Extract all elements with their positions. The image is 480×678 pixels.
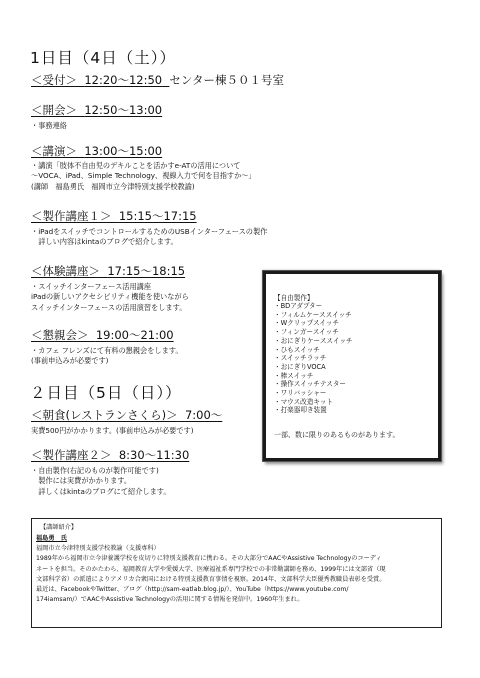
lecture-line: (講師 福島勇氏 福岡市立今津特別支援学校教諭) bbox=[31, 181, 195, 191]
list-item: ・おにぎりケーススイッチ bbox=[274, 336, 353, 345]
list-item: ・フィルムケーススイッチ bbox=[274, 310, 352, 319]
workshop2-line: 詳しくはkintaのブログにて紹介します。 bbox=[31, 486, 171, 496]
lecturer-bio-box bbox=[31, 518, 442, 628]
opening-line: ・事務連絡 bbox=[31, 121, 67, 130]
bio-line: 最近は、FacebookやTwitter、ブログ（http://sam-eatlab.blog.jp/）、YouTube（https://www.youtube.com/ bbox=[36, 586, 349, 594]
list-item: ・フィンガースイッチ bbox=[274, 328, 339, 337]
lecture-line: 〜VOCA、iPad、Simple Technology、視線入力で何を目指すか〜」 bbox=[31, 171, 256, 181]
lecture-details bbox=[31, 161, 256, 192]
reception-label: ＜受付＞ bbox=[31, 73, 77, 87]
list-item: ・BDアダプター bbox=[274, 302, 323, 310]
list-item: ・打楽器叩き装置 bbox=[274, 406, 327, 415]
lecture-time: 13:00〜15:00 bbox=[84, 144, 163, 158]
lecture-line: ・講演「肢体不自由児のデキルことを活かすe-ATの活用について bbox=[31, 161, 241, 170]
workshop2-details bbox=[31, 466, 171, 497]
social-line: (事前申込みが必要です) bbox=[31, 356, 109, 366]
day1-heading: 1日目（4日（土）） bbox=[30, 49, 176, 67]
bio-line: 1989年から福岡市立今津養護学校を皮切りに特別支援教育に携わる。その大部分でAACやAssistive Technologyのコーディ bbox=[36, 555, 382, 563]
opening-heading bbox=[31, 102, 162, 118]
workshop1-line: 詳しい内容はkintaのブログで紹介します。 bbox=[31, 237, 178, 247]
experience-label: ＜体験講座＞ bbox=[31, 264, 100, 278]
opening-label: ＜開会＞ bbox=[31, 103, 77, 117]
workshop1-heading bbox=[31, 208, 197, 224]
workshop2-heading bbox=[31, 447, 189, 463]
social-details bbox=[31, 346, 183, 367]
list-item: ・マウス改造キット bbox=[274, 397, 334, 406]
list-item: ・Wクリップスイッチ bbox=[274, 319, 340, 328]
list-item: ・おにぎりVOCA bbox=[274, 362, 326, 371]
workshop1-details bbox=[31, 227, 267, 248]
workshop1-label: ＜製作講座１＞ bbox=[31, 209, 112, 223]
workshop2-line: ・自由製作(右記のものが製作可能です) bbox=[31, 466, 159, 475]
workshop2-line: 製作には実費がかかります。 bbox=[31, 476, 132, 486]
workshop2-time: 8:30〜11:30 bbox=[118, 448, 190, 462]
free-production-list bbox=[274, 302, 353, 415]
breakfast-line: 実費500円がかかります。(事前申込みが必要です) bbox=[31, 426, 194, 435]
bio-line: ネートを担当。そのかたわら、福岡教育大学や愛媛大学、医療福祉系専門学校での非常勤講師を務め、1999年には文部省（現 bbox=[36, 565, 386, 573]
day2-heading: ２日目（5日（日）） bbox=[30, 384, 182, 402]
workshop2-label: ＜製作講座２＞ bbox=[31, 448, 112, 462]
reception-heading bbox=[31, 72, 284, 88]
social-heading bbox=[31, 327, 174, 343]
experience-line: ・スイッチインターフェース活用講座 bbox=[31, 282, 152, 291]
breakfast-label: ＜朝食(レストランさくら)＞ bbox=[31, 408, 178, 422]
workshop1-line: ・iPadをスイッチでコントロールするためのUSBインターフェースの製作 bbox=[31, 227, 268, 236]
list-item: ・ひもスイッチ bbox=[274, 345, 320, 354]
free-production-title: 【自由製作】 bbox=[274, 294, 314, 302]
free-production-note: 一部、数に限りのあるものがあります。 bbox=[274, 431, 400, 439]
lecture-label: ＜講演＞ bbox=[31, 144, 77, 158]
list-item: ・スイッチラッチ bbox=[274, 354, 327, 363]
opening-details bbox=[31, 121, 67, 131]
breakfast-time: 7:00〜 bbox=[184, 408, 223, 422]
experience-heading bbox=[31, 263, 185, 279]
free-production-box bbox=[263, 271, 441, 461]
list-item: ・操作スイッチテスター bbox=[274, 380, 347, 389]
reception-time: 12:20〜12:50 bbox=[84, 73, 163, 87]
social-line: ・カフェ フレンズにて有料の懇親会をします。 bbox=[31, 346, 183, 355]
experience-line: スイッチインターフェースの活用演習をします。 bbox=[31, 302, 187, 312]
bio-line: 福岡市立今津特別支援学校教諭（支援専科） bbox=[36, 545, 160, 552]
opening-time: 12:50〜13:00 bbox=[84, 103, 163, 117]
list-item: ・ワリバッシャー bbox=[274, 389, 327, 398]
lecture-heading bbox=[31, 143, 162, 159]
bio-name: 福島勇 氏 bbox=[36, 535, 67, 542]
experience-details bbox=[31, 282, 189, 313]
social-label: ＜懇親会＞ bbox=[31, 328, 89, 342]
bio-line: 174iamsam/）でAACやAssistive Technologyの活用に関する情報を発信中。1960年生まれ。 bbox=[36, 596, 304, 604]
bio-line: 文部科学省）の派遣によりアメリカ合衆国における特別支援教育事情を視察。2014年、文部科学大臣優秀教職員表彰を受賞。 bbox=[36, 575, 386, 583]
social-time: 19:00〜21:00 bbox=[95, 328, 174, 342]
bio-text bbox=[36, 544, 438, 606]
experience-time: 17:15〜18:15 bbox=[107, 264, 186, 278]
breakfast-details bbox=[31, 426, 194, 436]
list-item: ・棒スイッチ bbox=[274, 371, 314, 380]
bio-title: 【講師紹介】 bbox=[40, 524, 78, 531]
reception-place: センター棟５０１号室 bbox=[169, 73, 284, 87]
workshop1-time: 15:15〜17:15 bbox=[118, 209, 197, 223]
experience-line: iPadの新しいアクセシビリティ機能を使いながら bbox=[31, 292, 189, 302]
breakfast-heading bbox=[31, 407, 222, 423]
